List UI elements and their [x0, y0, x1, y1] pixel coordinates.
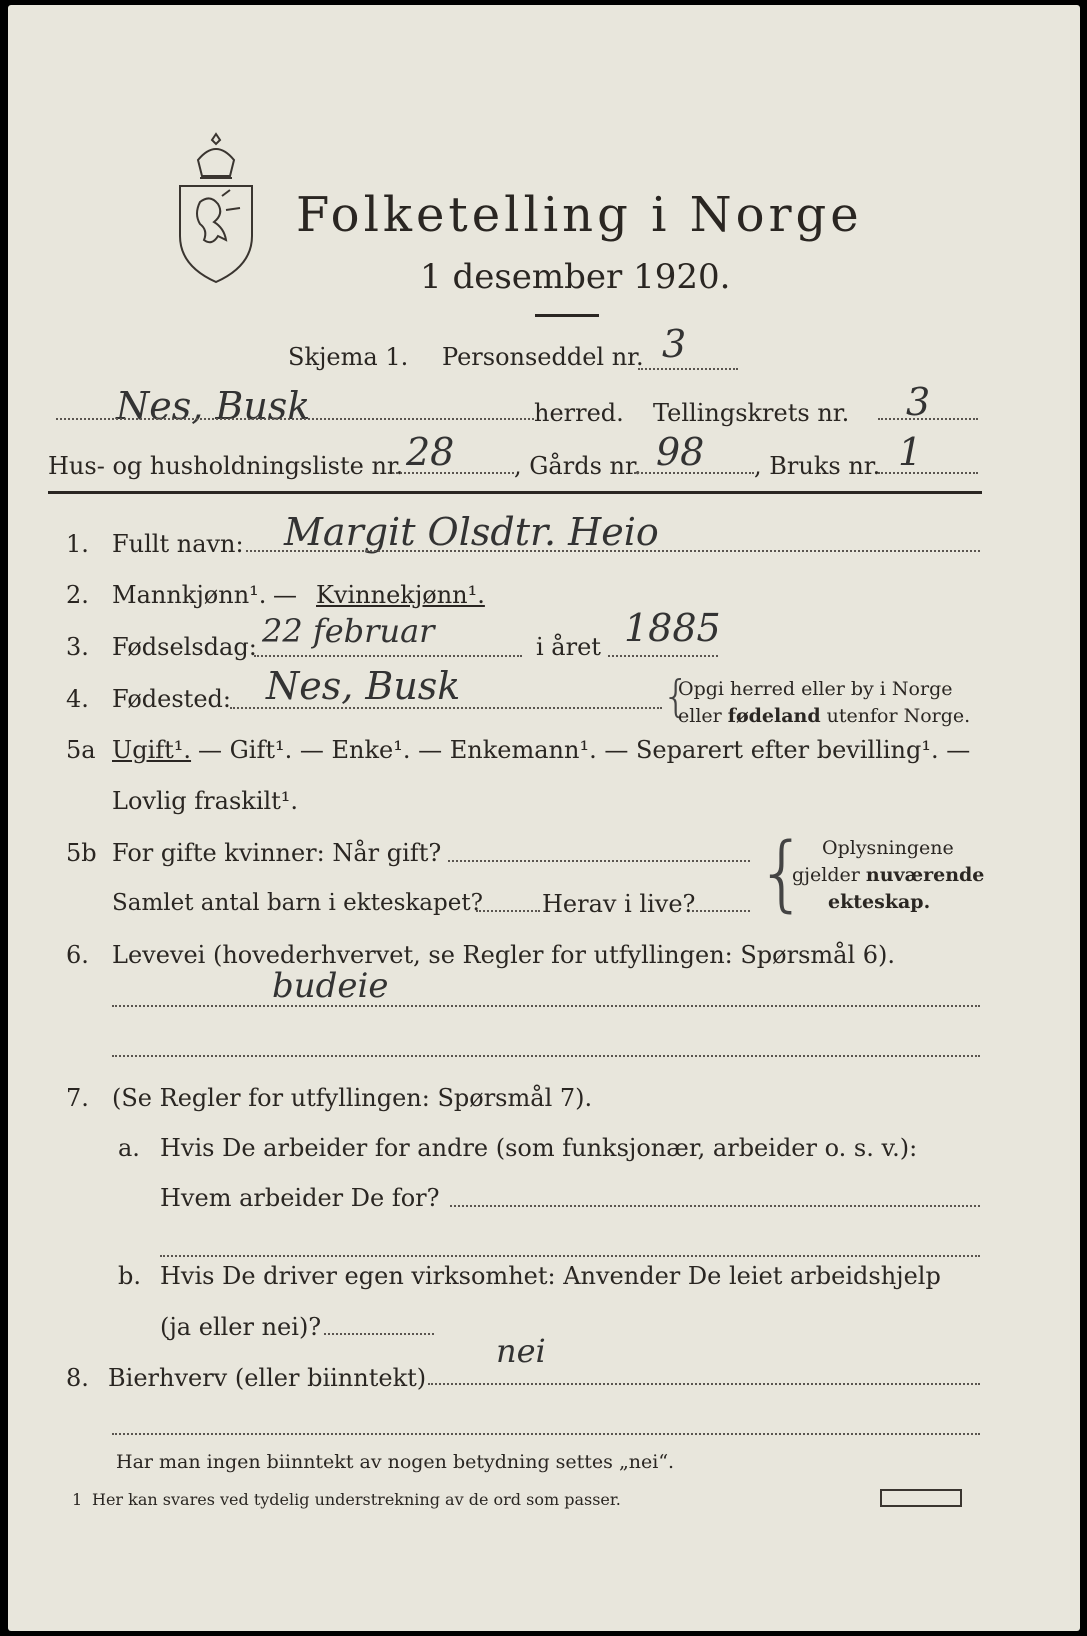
birthplace-line — [230, 707, 662, 709]
nei-instruction: Har man ingen biinntekt av nogen betydning settes „nei“. — [116, 1451, 675, 1473]
q4-note-line2 — [678, 707, 970, 726]
q7b-line2: (ja eller nei)? — [160, 1313, 322, 1341]
tellingskrets-label: Tellingskrets nr. — [653, 399, 850, 427]
bruks-value[interactable]: 1 — [898, 430, 923, 474]
birthdate-value[interactable]: 22 februar — [262, 612, 435, 650]
printer-stamp-icon — [880, 1489, 962, 1507]
q5b-alive-field — [692, 910, 750, 912]
husliste-label: Hus- og husholdningsliste nr. — [48, 452, 404, 480]
tellingskrets-line — [878, 418, 978, 420]
q5b-note3: ekteskap. — [828, 891, 931, 913]
personseddel-value[interactable]: 3 — [662, 322, 687, 366]
birthdate-line — [254, 655, 522, 657]
occupation-line1 — [112, 1005, 980, 1007]
footnote-mark: 1 — [72, 1490, 83, 1509]
q4-label: Fødested: — [112, 685, 231, 713]
q7-label: (Se Regler for utfyllingen: Spørsmål 7). — [112, 1084, 593, 1112]
bruks-line — [878, 472, 978, 474]
q7a-line1: Hvis De arbeider for andre (som funksjonær, arbeider o. s. v.): — [160, 1134, 918, 1162]
q1-label: Fullt navn: — [112, 530, 244, 558]
q5b-brace: { — [756, 826, 809, 921]
personseddel-line — [638, 368, 738, 370]
q5b-children-field — [476, 910, 540, 912]
gards-line — [634, 472, 754, 474]
form-title: Folketelling i Norge — [296, 187, 863, 243]
q2-number: 2. — [66, 581, 89, 609]
q7a-letter: a. — [118, 1134, 140, 1162]
q4-number: 4. — [66, 685, 89, 713]
full-name-value[interactable]: Margit Olsdtr. Heio — [284, 510, 659, 554]
q5b-note2b: nuværende — [865, 864, 985, 886]
q5b-number: 5b — [66, 839, 97, 867]
census-date: 1 desember 1920. — [420, 257, 731, 297]
herred-value[interactable]: Nes, Busk — [116, 384, 311, 428]
occupation-line2 — [112, 1055, 980, 1057]
q5b-line1: For gifte kvinner: Når gift? — [112, 839, 442, 867]
title-divider — [535, 314, 599, 317]
marital-ugift-option[interactable]: Ugift¹. — [112, 736, 192, 764]
gender-separator: — — [273, 581, 297, 609]
q8-label: Bierhverv (eller biinntekt) — [108, 1364, 427, 1392]
birthyear-value[interactable]: 1885 — [624, 606, 721, 650]
q8-number: 8. — [66, 1364, 89, 1392]
gards-label: , Gårds nr. — [514, 452, 642, 480]
side-income-line-2 — [112, 1433, 980, 1435]
employer-field — [450, 1205, 980, 1207]
q4-note-line1: Opgi herred eller by i Norge — [678, 678, 953, 700]
q7b-line1: Hvis De driver egen virksomhet: Anvender De leiet arbeidshjelp — [160, 1262, 941, 1290]
q5a-number: 5a — [66, 736, 96, 764]
herred-line — [56, 418, 534, 420]
employer-field-2 — [160, 1255, 980, 1257]
marital-other-options[interactable]: — Gift¹. — Enke¹. — Enkemann¹. — Separert efter bevilling¹. — — [198, 736, 971, 764]
q7b-letter: b. — [118, 1262, 141, 1290]
husliste-value[interactable]: 28 — [406, 430, 455, 474]
q6-number: 6. — [66, 941, 89, 969]
header-rule — [48, 491, 982, 494]
q4-note-a: eller — [678, 705, 728, 727]
birthyear-line — [608, 655, 718, 657]
q5b-note1: Oplysningene — [822, 837, 954, 859]
birthplace-value[interactable]: Nes, Busk — [266, 664, 461, 708]
hired-help-field — [324, 1333, 434, 1335]
footnote-text: Her kan svares ved tydelig understrekning av de ord som passer. — [92, 1490, 621, 1509]
skjema-label: Skjema 1. — [288, 343, 409, 371]
q4-note-b: fødeland — [727, 705, 821, 727]
gender-male-option[interactable]: Mannkjønn¹. — [112, 581, 267, 609]
tellingskrets-value[interactable]: 3 — [906, 380, 931, 424]
herred-label: herred. — [534, 399, 624, 427]
side-income-line — [428, 1383, 980, 1385]
q7-number: 7. — [66, 1084, 89, 1112]
bruks-label: , Bruks nr. — [754, 452, 881, 480]
side-income-value[interactable]: nei — [496, 1332, 546, 1370]
husliste-line — [388, 472, 514, 474]
q6-label: Levevei (hovederhvervet, se Regler for utfyllingen: Spørsmål 6). — [112, 941, 896, 969]
q1-number: 1. — [66, 530, 89, 558]
gards-value[interactable]: 98 — [656, 430, 705, 474]
occupation-value[interactable]: budeie — [272, 966, 389, 1006]
q3-number: 3. — [66, 633, 89, 661]
norwegian-lion-coat-of-arms-icon — [170, 130, 262, 285]
q5b-line2b: Herav i live? — [542, 890, 696, 918]
q7a-line2: Hvem arbeider De for? — [160, 1184, 440, 1212]
gender-female-option[interactable]: Kvinnekjønn¹. — [316, 581, 485, 609]
year-label: i året — [536, 633, 601, 661]
q4-brace: { — [662, 671, 690, 722]
q4-note-c: utenfor Norge. — [820, 705, 971, 727]
q5b-note2a: gjelder — [792, 864, 866, 886]
census-form — [8, 5, 1080, 1631]
q5b-note2 — [792, 866, 984, 885]
full-name-line — [246, 550, 980, 552]
q3-label: Fødselsdag: — [112, 633, 257, 661]
marital-fraskilt-option[interactable]: Lovlig fraskilt¹. — [112, 787, 299, 815]
q5b-line2a: Samlet antal barn i ekteskapet? — [112, 890, 483, 916]
personseddel-label: Personseddel nr. — [442, 343, 644, 371]
q5b-line1-field — [448, 860, 750, 862]
